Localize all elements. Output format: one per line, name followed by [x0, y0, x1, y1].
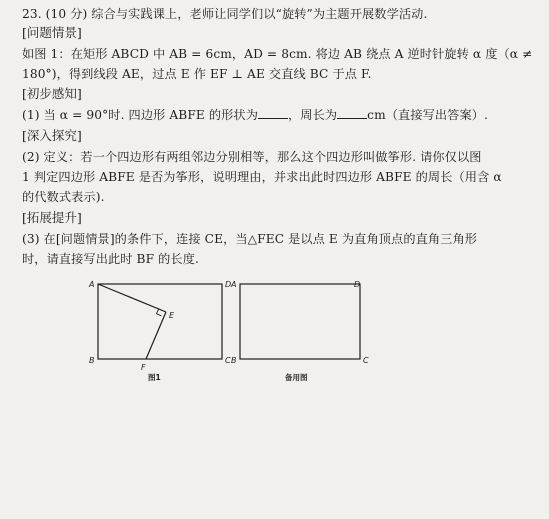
fig1-label-a: A — [89, 280, 95, 289]
fig1-label-c: C — [225, 356, 231, 365]
q1-text-b: ，周长为 — [288, 108, 338, 122]
question-3-line-1: (3) 在[问题情景]的条件下，连接 CE，当△FEC 是以点 E 为直角顶点的直角三角形 — [22, 232, 478, 246]
fig1-rectangle-abcd — [98, 284, 222, 359]
q1-shape-answer-blank[interactable] — [258, 108, 288, 119]
fig2-rectangle-abcd — [240, 284, 360, 359]
section-extend-heading: [拓展提升] — [22, 210, 82, 225]
question-3-line-2: 时，请直接写出此时 BF 的长度. — [22, 252, 199, 266]
situation-line-1: 如图 1：在矩形 ABCD 中 AB = 6cm，AD = 8cm. 将边 AB 绕点 A 逆时针旋转 α 度（α ≠ — [22, 47, 533, 61]
fig2-label-c: C — [363, 356, 369, 365]
section-explore-heading: [深入探究] — [22, 128, 82, 143]
fig1-caption: 图1 — [148, 373, 161, 382]
fig1-label-f: F — [141, 363, 146, 372]
situation-line-2: 180°)，得到线段 AE，过点 E 作 EF ⊥ AE 交直线 BC 于点 F. — [22, 67, 372, 81]
figure-1 — [78, 268, 238, 380]
question-header: 23. (10 分) 综合与实践课上，老师让同学们以“旋转”为主题开展数学活动. — [22, 7, 428, 21]
fig1-label-e: E — [169, 311, 175, 320]
question-2-line-3: 的代数式表示). — [22, 190, 105, 204]
fig2-label-a: A — [231, 280, 237, 289]
fig1-label-b: B — [89, 356, 95, 365]
fig2-label-b: B — [231, 356, 237, 365]
section-situation-heading: [问题情景] — [22, 25, 82, 40]
question-2-line-2: 1 判定四边形 ABFE 是否为筝形，说明理由，并求出此时四边形 ABFE 的周长（用含 α — [22, 170, 502, 184]
q1-text-c: cm（直接写出答案）. — [367, 108, 489, 122]
figure-backup — [225, 268, 385, 380]
fig2-label-d: D — [354, 280, 361, 289]
question-2-line-1: (2) 定义：若一个四边形有两组邻边分别相等，那么这个四边形叫做筝形. 请你仅以图 — [22, 150, 482, 164]
fig1-label-d: D — [225, 280, 232, 289]
fig2-caption: 备用图 — [285, 373, 308, 382]
q1-text-a: (1) 当 α = 90°时. 四边形 ABFE 的形状为 — [22, 108, 258, 122]
section-initial-heading: [初步感知] — [22, 86, 82, 101]
q1-perimeter-answer-blank[interactable] — [337, 108, 367, 119]
fig1-segment-ae — [98, 284, 166, 312]
fig1-segment-ef — [146, 312, 166, 359]
question-1 — [22, 107, 537, 123]
